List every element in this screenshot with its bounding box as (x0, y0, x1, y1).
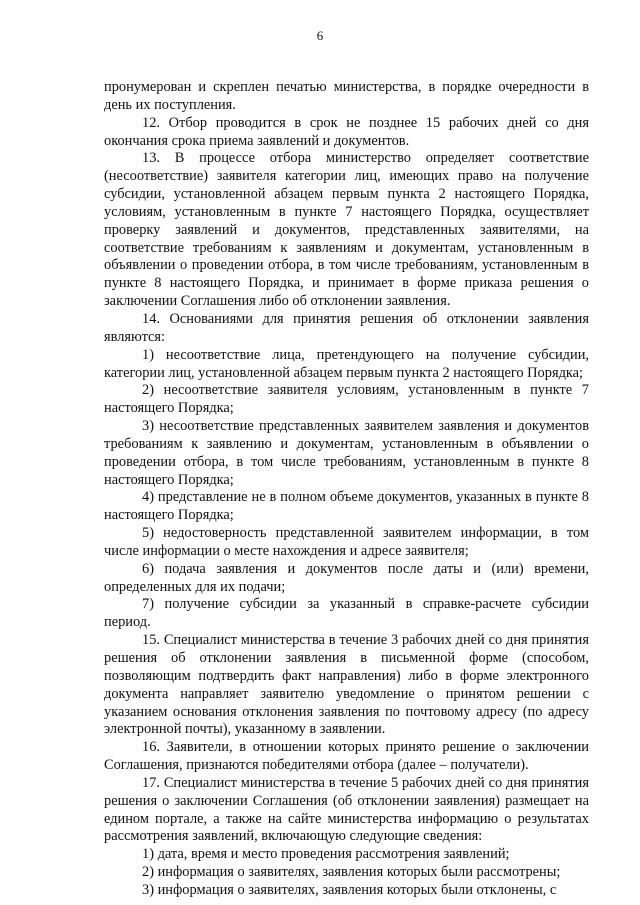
list-item-14-5: 5) недостоверность представленной заявителем информации, в том числе информации о месте нахождения и адресе заявителя; (104, 525, 589, 559)
list-item-17-1: 1) дата, время и место проведения рассмотрения заявлений; (142, 846, 510, 863)
list-item-14-3: 3) несоответствие представленных заявителем заявления и документов требованиям к заявлению и документам, установленным в объявлении о проведении отбора, в том числе требованиям, установленным в пункте 8 настоящего Порядка; (104, 418, 589, 488)
paragraph-item-16: 16. Заявители, в отношении которых принято решение о заключении Соглашения, признаются победителями отбора (далее – получатели). (104, 739, 589, 774)
paragraph-continuation: пронумерован и скреплен печатью министерства, в порядке очередности в день их поступления. (104, 79, 589, 113)
list-item-14-2: 2) несоответствие заявителя условиям, установленным в пункте 7 настоящего Порядка; (104, 382, 589, 417)
paragraph-item-17: 17. Специалист министерства в течение 5 рабочих дней со дня принятия решения о заключении Соглашения (об отклонении заявления) размещает на едином портале, а также на сайте министерства информацию о результатах рассмотрения заявлений, включающую следующие сведения: (104, 774, 589, 845)
list-item-17-2: 2) информация о заявителях, заявления которых были рассмотрены; (142, 864, 561, 881)
list-item-14-1: 1) несоответствие лица, претендующего на получение субсидии, категории лиц, установленной абзацем первым пункта 2 настоящего Порядка; (104, 346, 589, 381)
paragraph-item-15: 15. Специалист министерства в течение 3 рабочих дней со дня принятия решения об отклонении заявления в письменной форме (способом, позволяющим подтвердить факт направления) либо в форме электронного документа направляет заявителю уведомление о принятом решении с указанием основания отклонения заявления по почтовому адресу (по адресу электронной почты), указанному в заявлении. (104, 632, 589, 738)
page-number: 6 (316, 28, 324, 43)
paragraph-item-13: 13. В процессе отбора министерство определяет соответствие (несоответствие) заявителя категории лиц, имеющих право на получение субсидии, установленной абзацем первым пункта 2 настоящего Порядка, условиям, установленным в пункте 7 настоящего Порядка, осуществляет проверку заявлений и документов, представленных заявителями, на соответствие требованиям к заявлениям и документам, установленным в объявлении о проведении отбора, в том числе требованиям, установленным в пункте 8 настоящего Порядка, и принимает в форме приказа решения о заключении Соглашения либо об отклонении заявления. (104, 150, 589, 310)
list-item-14-4: 4) представление не в полном объеме документов, указанных в пункте 8 настоящего Порядка; (104, 489, 589, 524)
list-item-14-6: 6) подача заявления и документов после даты и (или) времени, определенных для их подачи; (104, 560, 589, 595)
list-item-17-3: 3) информация о заявителях, заявления которых были отклонены, с (142, 881, 557, 898)
document-body (104, 79, 589, 900)
list-item-14-7: 7) получение субсидии за указанный в справке-расчете субсидии период. (104, 596, 589, 631)
paragraph-item-14: 14. Основаниями для принятия решения об отклонении заявления являются: (104, 310, 589, 345)
paragraph-item-12: 12. Отбор проводится в срок не позднее 15 рабочих дней со дня окончания срока приема заявлений и документов. (104, 114, 589, 149)
